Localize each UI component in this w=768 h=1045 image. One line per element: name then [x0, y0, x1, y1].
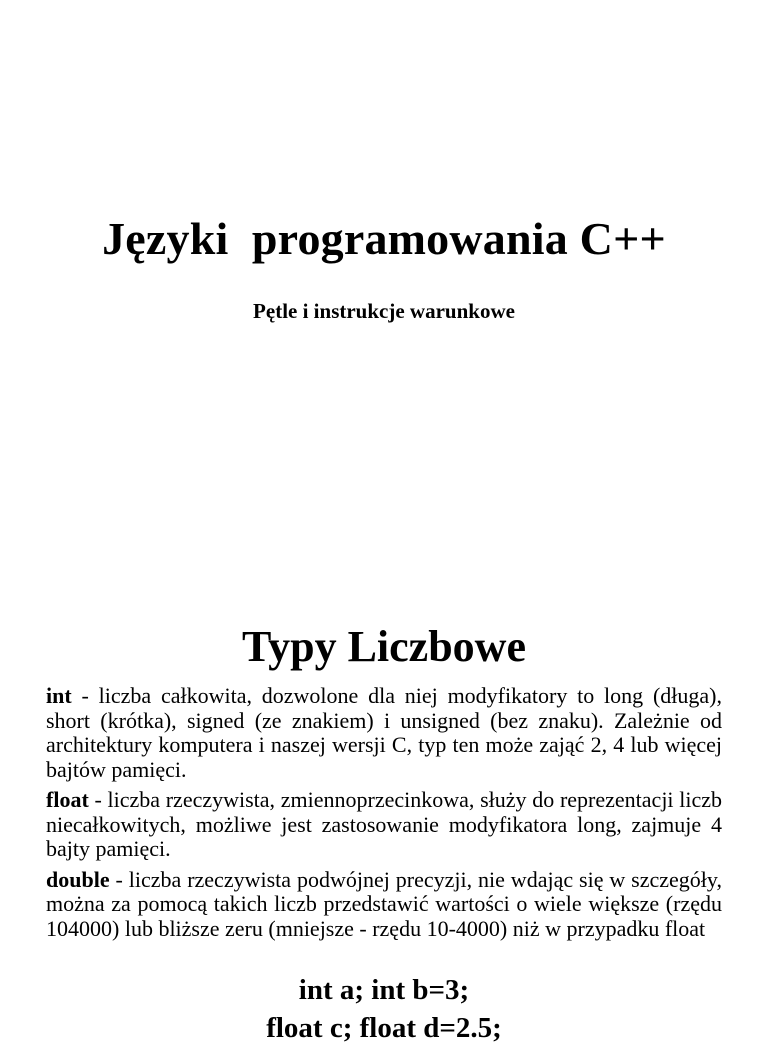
term-float: float: [46, 787, 89, 812]
paragraph-float: [46, 788, 722, 862]
paragraph-double: [46, 868, 722, 942]
paragraph-int-text: - liczba całkowita, dozwolone dla niej modyfikatory to long (długa), short (krótka), signed (ze znakiem) i unsigned (bez znaku). Zależnie od architektury komputera i naszej wersji C, typ ten może zająć 2, 4 lub więcej bajtów pamięci.: [46, 683, 722, 782]
paragraph-int: [46, 684, 722, 782]
section-body: [46, 684, 722, 947]
code-example-float: float c; float d=2.5;: [266, 1012, 502, 1044]
code-example-int: int a; int b=3;: [298, 974, 470, 1006]
page-title: Języki programowania C++: [102, 213, 666, 264]
paragraph-float-text: - liczba rzeczywista, zmiennoprzecinkowa, służy do reprezentacji liczb niecałkowitych, możliwe jest zastosowanie modyfikatora long, zajmuje 4 bajty pamięci.: [46, 787, 722, 861]
paragraph-double-text: - liczba rzeczywista podwójnej precyzji, nie wdając się w szczegóły, można za pomocą takich liczb przedstawić wartości o wiele większe (rzędu 104000) lub bliższe zeru (mniejsze - rzędu 10-4000) niż w przypadku float: [46, 866, 722, 941]
term-double: double: [46, 866, 110, 892]
term-int: int: [46, 683, 72, 708]
section-title: Typy Liczbowe: [242, 622, 526, 671]
page-subtitle: Pętle i instrukcje warunkowe: [253, 299, 515, 323]
